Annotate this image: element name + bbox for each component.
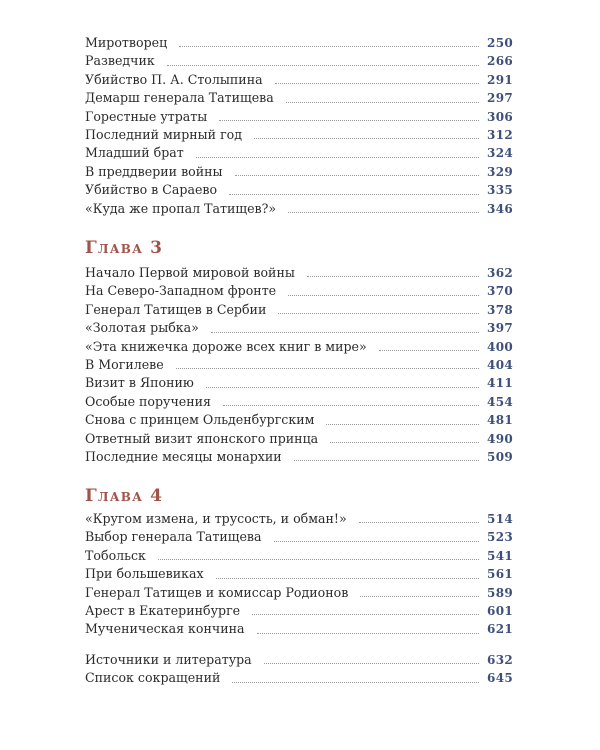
toc-entry-page: 601: [487, 603, 513, 618]
toc-entry[interactable]: [85, 602, 513, 620]
toc-entry-title: Убийство П. А. Столыпина: [85, 72, 267, 87]
toc-entry-page: 324: [487, 146, 513, 161]
toc-entry-page: 645: [487, 671, 513, 686]
toc-entry[interactable]: [85, 374, 513, 392]
dot-leader: [274, 541, 479, 542]
chapter-3-heading: Глава 3: [85, 238, 164, 258]
toc-entry[interactable]: [85, 448, 513, 466]
toc-entry-page: 266: [487, 54, 513, 69]
toc-entry-title: При большевиках: [85, 566, 208, 581]
toc-list-chapter-4: [85, 510, 513, 639]
dot-leader: [254, 138, 479, 139]
toc-entry[interactable]: [85, 411, 513, 429]
toc-entry[interactable]: [85, 651, 513, 669]
toc-entry-title: «Эта книжечка дороже всех книг в мире»: [85, 339, 371, 354]
toc-entry-title: «Кругом измена, и трусость, и обман!»: [85, 511, 351, 526]
toc-entry[interactable]: [85, 565, 513, 583]
toc-entry-page: 370: [487, 284, 513, 299]
toc-entry-page: 490: [487, 431, 513, 446]
toc-entry-page: 589: [487, 585, 513, 600]
dot-leader: [167, 65, 479, 66]
toc-entry[interactable]: [85, 584, 513, 602]
dot-leader: [252, 614, 479, 615]
toc-entry-title: «Золотая рыбка»: [85, 320, 203, 335]
toc-entry-page: 291: [487, 72, 513, 87]
toc-entry[interactable]: [85, 89, 513, 107]
toc-entry-page: 335: [487, 183, 513, 198]
toc-entry[interactable]: [85, 356, 513, 374]
dot-leader: [179, 46, 479, 47]
toc-entry[interactable]: [85, 547, 513, 565]
dot-leader: [216, 578, 479, 579]
toc-entry-title: Визит в Японию: [85, 375, 198, 390]
toc-entry[interactable]: [85, 669, 513, 687]
toc-entry[interactable]: [85, 528, 513, 546]
dot-leader: [330, 442, 479, 443]
toc-entry[interactable]: [85, 71, 513, 89]
toc-entry-page: 509: [487, 449, 513, 464]
dot-leader: [294, 460, 479, 461]
toc-entry[interactable]: [85, 338, 513, 356]
toc-entry[interactable]: [85, 430, 513, 448]
toc-entry-page: 329: [487, 164, 513, 179]
toc-entry-title: Последние месяцы монархии: [85, 449, 286, 464]
toc-entry-page: 250: [487, 36, 513, 50]
toc-entry-page: 523: [487, 530, 513, 545]
chapter-4-heading: Глава 4: [85, 486, 164, 506]
dot-leader: [275, 83, 479, 84]
toc-entry-title: Особые поручения: [85, 394, 215, 409]
toc-list-appendix: [85, 651, 513, 688]
toc-entry-title: Мученическая кончина: [85, 621, 249, 636]
toc-entry-title: Начало Первой мировой войны: [85, 265, 299, 280]
toc-entry-title: Горестные утраты: [85, 109, 211, 124]
dot-leader: [286, 102, 479, 103]
toc-entry-title: В Могилеве: [85, 357, 168, 372]
dot-leader: [359, 522, 479, 523]
toc-entry-title: «Куда же пропал Татищев?»: [85, 201, 280, 216]
toc-entry-page: 306: [487, 109, 513, 124]
toc-entry[interactable]: [85, 393, 513, 411]
toc-entry[interactable]: [85, 510, 513, 528]
toc-entry-page: 481: [487, 413, 513, 428]
dot-leader: [158, 559, 479, 560]
toc-entry-page: 400: [487, 339, 513, 354]
dot-leader: [326, 424, 479, 425]
toc-entry-title: На Северо-Западном фронте: [85, 283, 280, 298]
dot-leader: [235, 175, 479, 176]
toc-entry-page: 404: [487, 357, 513, 372]
toc-entry-page: 397: [487, 321, 513, 336]
dot-leader: [288, 212, 479, 213]
dot-leader: [219, 120, 479, 121]
toc-entry-page: 378: [487, 302, 513, 317]
toc-entry-title: Тобольск: [85, 548, 150, 563]
dot-leader: [196, 157, 479, 158]
toc-entry-page: 514: [487, 512, 513, 526]
toc-entry-title: Генерал Татищев в Сербии: [85, 302, 270, 317]
toc-entry-title: Младший брат: [85, 145, 188, 160]
dot-leader: [307, 276, 479, 277]
dot-leader: [288, 295, 479, 296]
toc-entry[interactable]: [85, 282, 513, 300]
toc-entry-title: Выбор генерала Татищева: [85, 529, 266, 544]
toc-entry-title: Демарш генерала Татищева: [85, 90, 278, 105]
dot-leader: [229, 194, 479, 195]
toc-entry[interactable]: [85, 126, 513, 144]
toc-entry[interactable]: [85, 163, 513, 181]
toc-entry[interactable]: [85, 301, 513, 319]
toc-entry-title: Последний мирный год: [85, 127, 246, 142]
toc-entry-title: Ответный визит японского принца: [85, 431, 322, 446]
dot-leader: [264, 663, 479, 664]
toc-entry-page: 362: [487, 266, 513, 280]
toc-entry-page: 297: [487, 91, 513, 106]
toc-entry-page: 632: [487, 653, 513, 667]
toc-entry-title: Убийство в Сараево: [85, 182, 221, 197]
toc-entry-title: Генерал Татищев и комиссар Родионов: [85, 585, 352, 600]
toc-list-chapter-3: [85, 264, 513, 466]
dot-leader: [232, 682, 479, 683]
dot-leader: [379, 350, 479, 351]
toc-entry-title: Разведчик: [85, 53, 159, 68]
dot-leader: [223, 405, 479, 406]
toc-entry[interactable]: [85, 319, 513, 337]
toc-entry-page: 454: [487, 394, 513, 409]
toc-entry-page: 621: [487, 622, 513, 637]
dot-leader: [211, 332, 479, 333]
toc-entry-title: Миротворец: [85, 35, 171, 50]
toc-entry-page: 541: [487, 548, 513, 563]
toc-entry-page: 312: [487, 127, 513, 142]
toc-entry-page: 346: [487, 201, 513, 216]
toc-entry[interactable]: [85, 34, 513, 52]
dot-leader: [206, 387, 479, 388]
dot-leader: [278, 313, 479, 314]
toc-entry-page: 561: [487, 567, 513, 582]
toc-entry-title: Список сокращений: [85, 670, 224, 685]
toc-entry-page: 411: [487, 376, 513, 391]
toc-entry[interactable]: [85, 52, 513, 70]
toc-entry[interactable]: [85, 181, 513, 199]
toc-entry[interactable]: [85, 620, 513, 638]
toc-entry-title: В преддверии войны: [85, 164, 227, 179]
toc-entry[interactable]: [85, 144, 513, 162]
toc-entry[interactable]: [85, 264, 513, 282]
toc-entry-title: Источники и литература: [85, 652, 256, 667]
toc-entry-title: Снова с принцем Ольденбургским: [85, 412, 318, 427]
dot-leader: [176, 368, 479, 369]
toc-list-chapter-2-tail: [85, 34, 513, 218]
dot-leader: [257, 633, 479, 634]
toc-entry-title: Арест в Екатеринбурге: [85, 603, 244, 618]
toc-entry[interactable]: [85, 108, 513, 126]
dot-leader: [360, 596, 479, 597]
toc-entry[interactable]: [85, 200, 513, 218]
